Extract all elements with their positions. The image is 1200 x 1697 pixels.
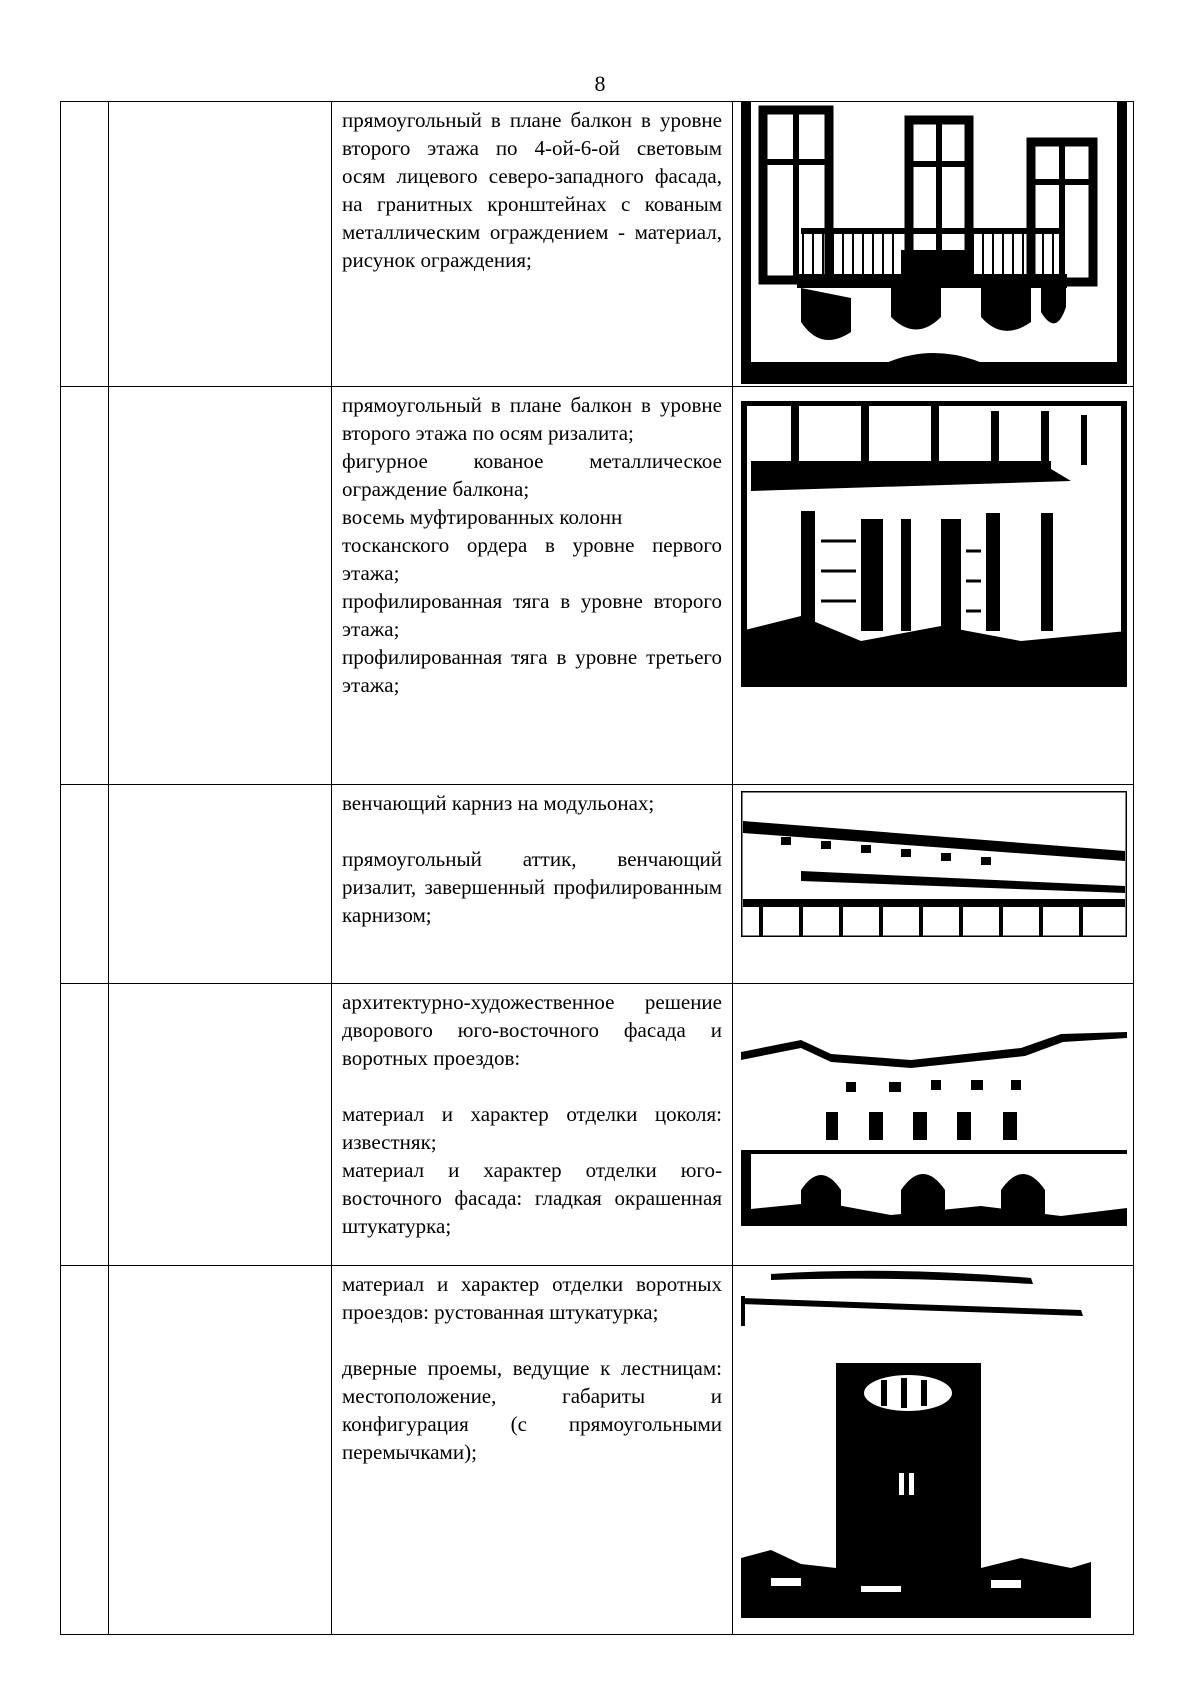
description-text: материал и характер отделки юго-восточного фасада: гладкая окрашенная штукатурка; [342, 1158, 722, 1238]
description-text: архитектурно-художественное решение дворового юго-восточного фасада и воротных проездов: [342, 990, 722, 1070]
page-number: 8 [594, 71, 606, 96]
description-text: материал и характер отделки цоколя: известняк; [342, 1102, 722, 1154]
number-cell [61, 984, 109, 1266]
description-text: прямоугольный в плане балкон в уровне второго этажа по осям ризалита; [342, 393, 722, 445]
category-cell [109, 387, 332, 785]
table-row [61, 102, 1134, 387]
monument-features-table [60, 101, 1134, 1635]
description-text: прямоугольный аттик, венчающий ризалит, завершенный профилированным карнизом; [342, 847, 722, 927]
description-cell [332, 984, 733, 1266]
table-row [61, 785, 1134, 984]
photo-cell [733, 984, 1134, 1266]
description-text: дверные проемы, ведущие к лестницам: местоположение, габариты и конфигурация (с прямоугольными перемычками); [342, 1356, 722, 1464]
cornice-attic-photo [741, 791, 1127, 937]
courtyard-facade-photo [741, 1030, 1127, 1226]
photo-cell [733, 387, 1134, 785]
category-cell [109, 1266, 332, 1635]
number-cell [61, 387, 109, 785]
table-row [61, 984, 1134, 1266]
category-cell [109, 102, 332, 387]
photo-cell [733, 102, 1134, 387]
category-cell [109, 785, 332, 984]
table-row [61, 1266, 1134, 1635]
risalit-colonnade-photo [741, 401, 1127, 687]
balcony-photo [741, 102, 1127, 384]
description-text: фигурное кованое металлическое ограждение балкона; [342, 449, 722, 501]
description-text: восемь муфтированных колонн [342, 505, 623, 529]
description-text: тосканского ордера в уровне первого этажа; [342, 533, 722, 585]
number-cell [61, 102, 109, 387]
description-cell [332, 785, 733, 984]
description-cell [332, 387, 733, 785]
table-row [61, 387, 1134, 785]
category-cell [109, 984, 332, 1266]
description-cell [332, 1266, 733, 1635]
description-text: профилированная тяга в уровне второго этажа; [342, 589, 722, 641]
number-cell [61, 785, 109, 984]
description-text: профилированная тяга в уровне третьего этажа; [342, 645, 722, 697]
description-text: венчающий карниз на модульонах; [342, 791, 655, 815]
description-cell [332, 102, 733, 387]
photo-cell [733, 785, 1134, 984]
description-text: прямоугольный в плане балкон в уровне второго этажа по 4-ой-6-ой световым осям лицевого северо-западного фасада, на гранитных кронштейнах с кованым металлическим ограждением - материал, рисунок ограждения; [342, 108, 722, 272]
photo-cell [733, 1266, 1134, 1635]
description-text: материал и характер отделки воротных проездов: рустованная штукатурка; [342, 1272, 722, 1324]
doorway-photo [741, 1268, 1127, 1628]
number-cell [61, 1266, 109, 1635]
